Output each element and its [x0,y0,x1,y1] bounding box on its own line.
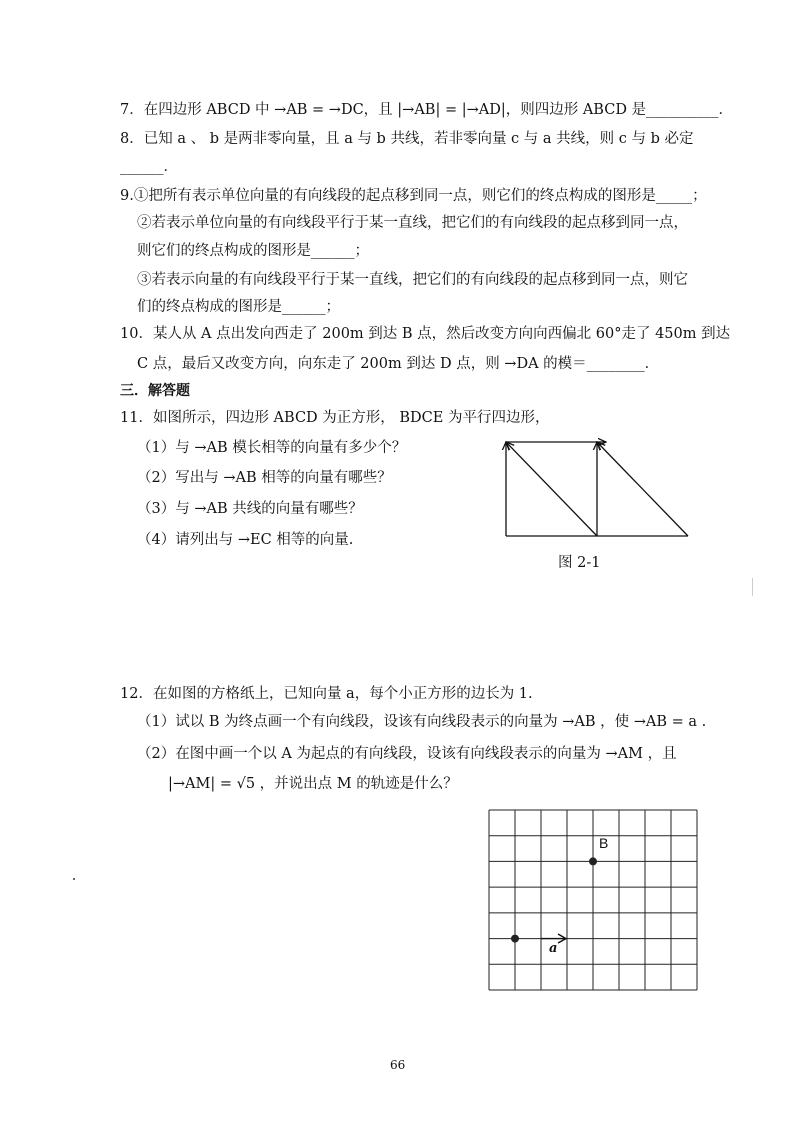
start-point-dot [511,935,519,943]
scan-speck [752,578,753,596]
question-12-stem: 12．在如图的方格纸上，已知向量 a，每个小正方形的边长为 1. [120,686,533,702]
question-8-line-1: 8．已知 a 、 b 是两非零向量，且 a 与 b 共线，若非零向量 c 与 a 共线，则 c 与 b 必定 [120,131,694,147]
question-10-line-1: 10．某人从 A 点出发向西走了 200m 到达 B 点，然后改变方向向西偏北 60°走了 450m 到达 [120,326,731,342]
question-10-line-2: C 点，最后又改变方向，向东走了 200m 到达 D 点，则 →DA 的模＝________． [137,356,660,372]
parallelogram-slant-edge [597,442,688,536]
page-number: 66 [390,1058,406,1072]
question-11-sub-2: （2）写出与 →AB 相等的向量有哪些？ [137,470,392,486]
question-7: 7．在四边形 ABCD 中 →AB = →DC，且 |→AB| = |→AD|，则四边形 ABCD 是__________． [120,102,734,118]
question-11-sub-3: （3）与 →AB 共线的向量有哪些？ [137,501,363,517]
grid-lines [489,810,697,990]
question-9-line-2: ②若表示单位向量的有向线段平行于某一直线，把它们的有向线段的起点移到同一点， [137,215,688,231]
question-9-line-3: 则它们的终点构成的图形是______； [137,243,369,259]
square-diagonal [506,442,597,536]
question-9-line-4: ③若表示向量的有向线段平行于某一直线，把它们的有向线段的起点移到同一点，则它 [137,272,688,288]
question-11-sub-4: （4）请列出与 →EC 相等的向量. [137,532,354,548]
point-b-dot [589,857,597,865]
figure-2-1-caption: 图 2-1 [558,555,601,571]
question-12-sub-2-line-2: |→AM| = √5 ，并说出点 M 的轨迹是什么？ [168,776,458,792]
figure-2-1 [500,436,695,541]
point-b-label: B [599,835,609,851]
question-8-line-2: ______． [120,159,178,175]
question-12-sub-2-line-1: （2）在图中画一个以 A 为起点的有向线段，设该有向线段表示的向量为 →AM ，且 [137,746,677,762]
question-9-line-1: 9.①把所有表示单位向量的有向线段的起点移到同一点，则它们的终点构成的图形是_____； [120,188,707,204]
grid-paper-figure [489,810,697,990]
section-heading-answers: 三．解答题 [120,383,190,399]
question-9-line-5: 们的终点构成的图形是______； [137,299,340,315]
vector-a-label: a [549,941,558,956]
scan-speck [73,878,75,880]
question-12-sub-1: （1）试以 B 为终点画一个有向线段，设该有向线段表示的向量为 →AB ，使 →AB = a . [137,714,707,730]
question-11-sub-1: （1）与 →AB 模长相等的向量有多少个？ [137,440,407,456]
question-11-stem: 11．如图所示，四边形 ABCD 为正方形， BDCE 为平行四边形， [120,410,550,426]
